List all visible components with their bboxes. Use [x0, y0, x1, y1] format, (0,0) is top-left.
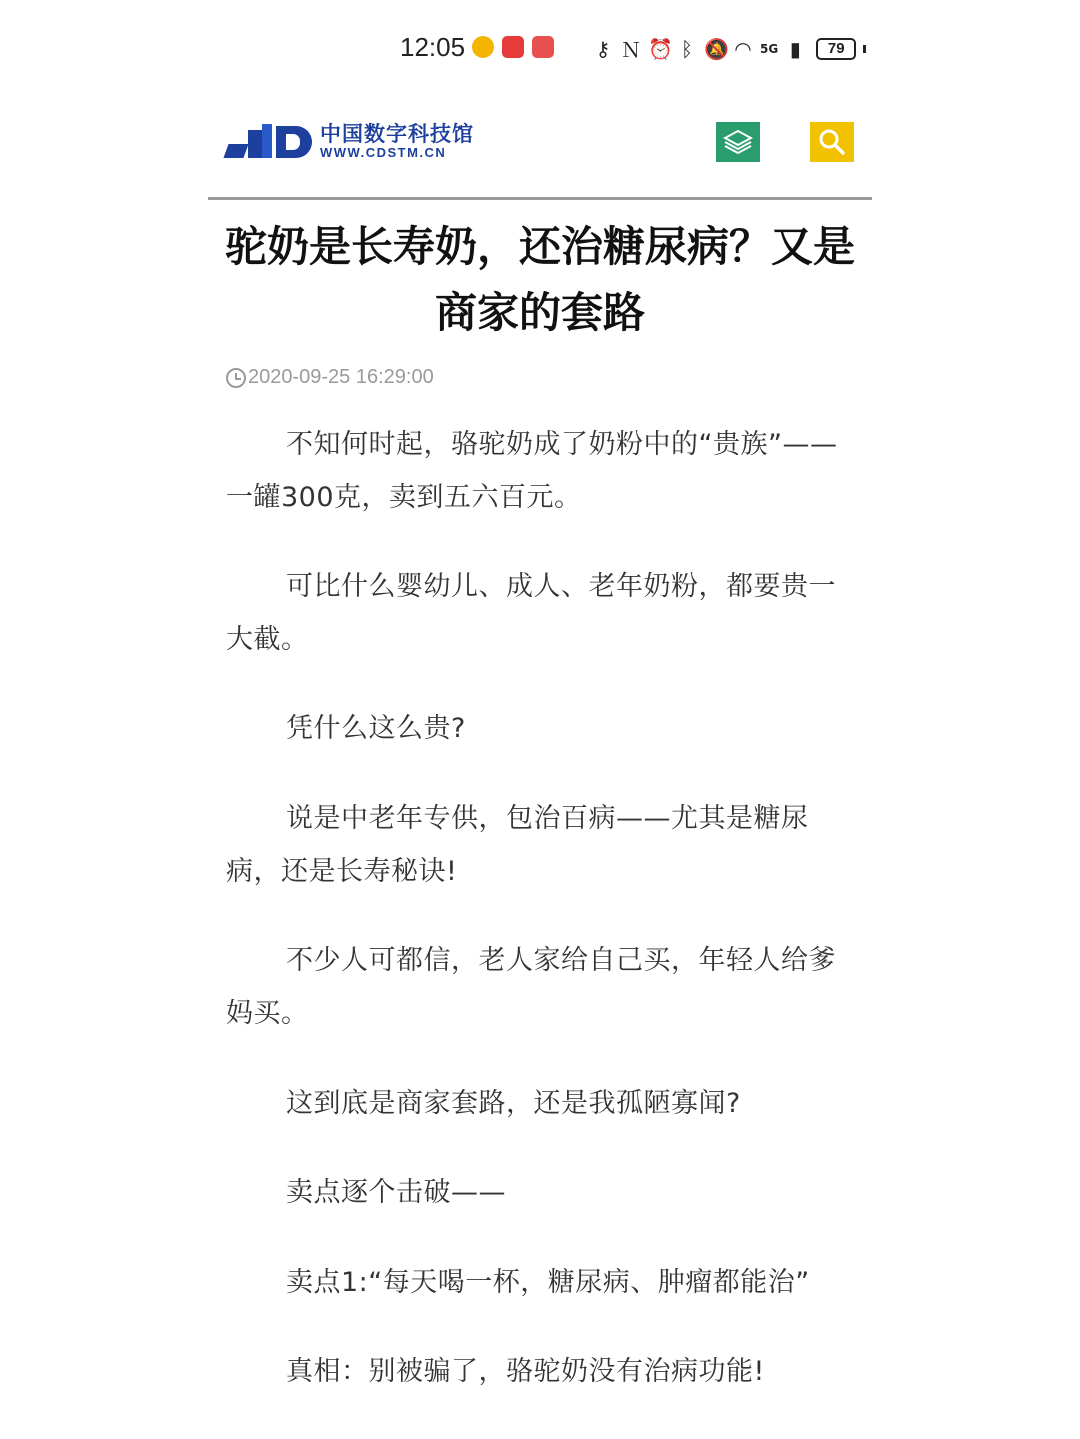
article-paragraph: 这到底是商家套路，还是我孤陋寡闻?	[286, 1088, 741, 1119]
battery-icon: 79	[816, 38, 856, 60]
site-header	[208, 112, 872, 200]
logo-en: WWW.CDSTM.CN	[320, 145, 447, 160]
notification-icons	[472, 36, 554, 58]
nfc-icon: Ｎ	[621, 38, 641, 62]
layers-button[interactable]	[716, 122, 760, 162]
wifi-icon: ◠	[734, 36, 752, 61]
layers-icon	[723, 129, 753, 155]
network-type: 5G	[760, 41, 779, 56]
article-paragraph: 不少人可都信，老人家给自己买，年轻人给爹妈买。	[226, 945, 836, 1029]
status-bar	[0, 0, 1080, 100]
article-paragraph: 真相：别被骗了，骆驼奶没有治病功能!	[286, 1356, 765, 1387]
clock-icon	[226, 368, 246, 388]
article-paragraph: 不知何时起，骆驼奶成了奶粉中的“贵族”——一罐300克，卖到五六百元。	[226, 429, 838, 513]
status-time: 12:05	[400, 32, 466, 62]
weibo-notification-icon	[472, 36, 494, 58]
logo-cn: 中国数字科技馆	[320, 122, 474, 146]
article-date-text: 2020-09-25 16:29:00	[248, 366, 434, 388]
search-icon	[818, 128, 846, 156]
article-title: 驼奶是长寿奶，还治糖尿病？又是商家的套路	[224, 222, 855, 337]
article-paragraph: 卖点1:“每天喝一杯，糖尿病、肿瘤都能治”	[286, 1267, 810, 1298]
mute-icon: 🔕	[704, 36, 729, 61]
app-notification-icon-2	[532, 36, 554, 58]
site-logo[interactable]	[226, 122, 474, 162]
bluetooth-icon: ᛒ	[681, 36, 693, 61]
article-date	[226, 366, 434, 389]
battery-cap	[863, 45, 866, 53]
header-divider	[208, 197, 872, 200]
search-button[interactable]	[810, 122, 854, 162]
signal-icon: ▮	[789, 36, 801, 61]
logo-text	[320, 123, 474, 161]
article-paragraph: 凭什么这么贵?	[286, 713, 466, 744]
system-icons	[592, 34, 866, 63]
article-paragraph: 说是中老年专供，包治百病——尤其是糖尿病，还是长寿秘诀!	[226, 803, 809, 887]
logo-mark-icon	[226, 122, 314, 162]
app-notification-icon	[502, 36, 524, 58]
article-paragraph: 卖点逐个击破——	[286, 1177, 506, 1208]
alarm-icon: ⏰	[648, 36, 673, 61]
key-icon: ⚷	[595, 36, 611, 61]
article-paragraph: 可比什么婴幼儿、成人、老年奶粉，都要贵一大截。	[226, 571, 836, 655]
